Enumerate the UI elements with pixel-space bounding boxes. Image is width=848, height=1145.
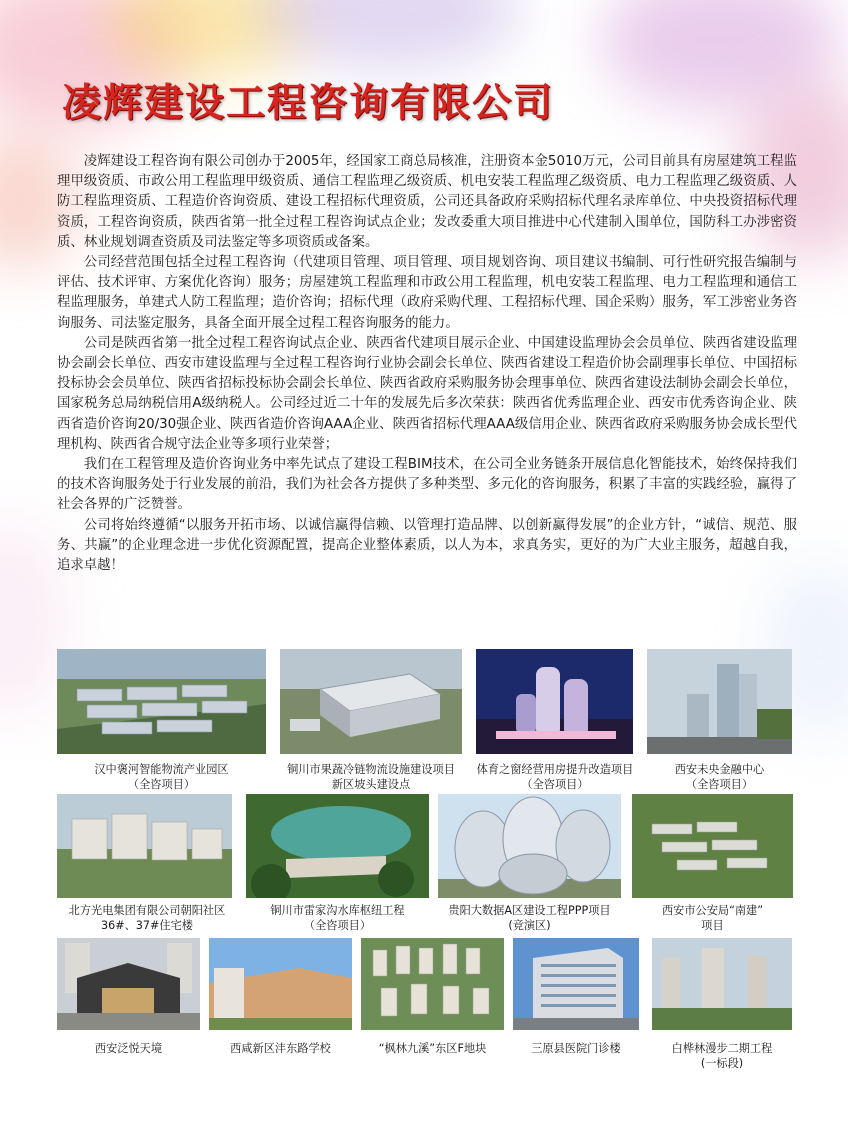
company-title: 凌辉建设工程咨询有限公司 (62, 80, 555, 126)
intro-paragraph: 公司是陕西省第一批全过程工程咨询试点企业、陕西省代建项目展示企业、中国建设监理协会会员单位、陕西省建设监理协会副会长单位、西安市建设监理与全过程工程咨询行业协会副会长单位、陕西省建设工程造价协会副理事长单位、中国招标投标协会会员单位、陕西省招标投标协会副会长单位、陕西省政府采购服务协会理事单位、陕西省建设法制协会副会长单位，国家税务总局纳税信用A级纳税人。公司经过近二十年的发展先后多次荣获：陕西省优秀监理企业、西安市优秀咨询企业、陕西省造价咨询20/30强企业、陕西省造价咨询AAA企业、陕西省招标代理AAA级信用企业、陕西省政府采购服务协会成长型代理机构、陕西省合规守法企业等多项行业荣誉； (57, 335, 797, 452)
project-caption: 三原县医院门诊楼 (531, 1042, 621, 1055)
project-photo (647, 649, 792, 754)
project-photo (652, 938, 792, 1030)
project-photo (632, 794, 793, 898)
project-photo (438, 794, 621, 898)
project-caption: 西咸新区沣东路学校 (230, 1042, 331, 1055)
company-introduction (57, 152, 797, 576)
project-caption: 西安市公安局“南建” 项目 (661, 904, 764, 932)
project-caption: “枫林九溪”东区F地块 (378, 1042, 487, 1055)
project-photo (209, 938, 352, 1030)
project-caption: 汉中褒河智能物流产业园区 （全咨项目） (94, 763, 229, 791)
project-caption: 铜川市果蔬冷链物流设施建设项目 新区坡头建设点 (287, 763, 455, 791)
project-photo (361, 938, 504, 1030)
project-photo (57, 938, 200, 1030)
intro-paragraph: 公司将始终遵循“以服务开拓市场、以诚信赢得信赖、以管理打造品牌、以创新赢得发展”的企业方针，“诚信、规范、服务、共赢”的企业理念进一步优化资源配置，提高企业整体素质，以人为本，求真务实，更好的为广大业主服务，超越自我，追求卓越！ (57, 517, 797, 574)
intro-paragraph: 我们在工程管理及造价咨询业务中率先试点了建设工程BIM技术，在公司全业务链条开展信息化智能技术，始终保持我们的技术咨询服务处于行业发展的前沿，我们为社会各方提供了多种类型、多元化的咨询服务，积累了丰富的实践经验，赢得了社会各界的广泛赞誉。 (57, 457, 797, 513)
intro-paragraph: 公司经营范围包括全过程工程咨询（代建项目管理、项目管理、项目规划咨询、项目建议书编制、可行性研究报告编制与评估、技术评审、方案优化咨询）服务；房屋建筑工程监理和市政公用工程监理，机电安装工程监理、电力工程监理和通信工程监理服务，单建式人防工程监理；造价咨询；招标代理（政府采购代理、工程招标代理、国企采购）服务，军工涉密业务咨询服务、司法鉴定服务，具备全面开展全过程工程咨询服务的能力。 (57, 255, 797, 331)
project-photo (280, 649, 462, 754)
project-caption: 西安未央金融中心 （全咨项目） (674, 763, 765, 791)
project-photo (513, 938, 639, 1030)
intro-paragraph: 凌辉建设工程咨询有限公司创办于2005年，经国家工商总局核准，注册资本金5010万元，公司目前具有房屋建筑工程监理甲级资质、市政公用工程监理甲级资质、通信工程监理乙级资质、机电安装工程监理乙级资质、电力工程监理乙级资质、人防工程监理资质、工程造价咨询资质、建设工程招标代理资质，公司还具备政府采购招标代理名录库单位、中央投资招标代理资质，工程咨询资质，陕西省第一批全过程工程咨询试点企业；发改委重大项目推进中心代建制入围单位，国防科工办涉密资质、林业规划调查资质及司法鉴定等多项资质或备案。 (57, 154, 797, 250)
project-caption: 西安泛悦天境 (94, 1042, 163, 1055)
project-caption: 体育之窗经营用房提升改造项目 （全咨项目） (476, 763, 634, 791)
project-caption: 贵阳大数据A区建设工程PPP项目 (竞演区) (448, 904, 611, 932)
project-photo (476, 649, 633, 754)
project-caption: 铜川市雷家沟水库枢纽工程 （全咨项目） (270, 904, 405, 932)
project-photo (246, 794, 429, 898)
project-photo (57, 649, 266, 754)
project-caption: 白桦林漫步二期工程 (一标段) (671, 1042, 773, 1070)
project-photo (57, 794, 232, 898)
project-caption: 北方光电集团有限公司朝阳社区 36#、37#住宅楼 (68, 904, 226, 932)
